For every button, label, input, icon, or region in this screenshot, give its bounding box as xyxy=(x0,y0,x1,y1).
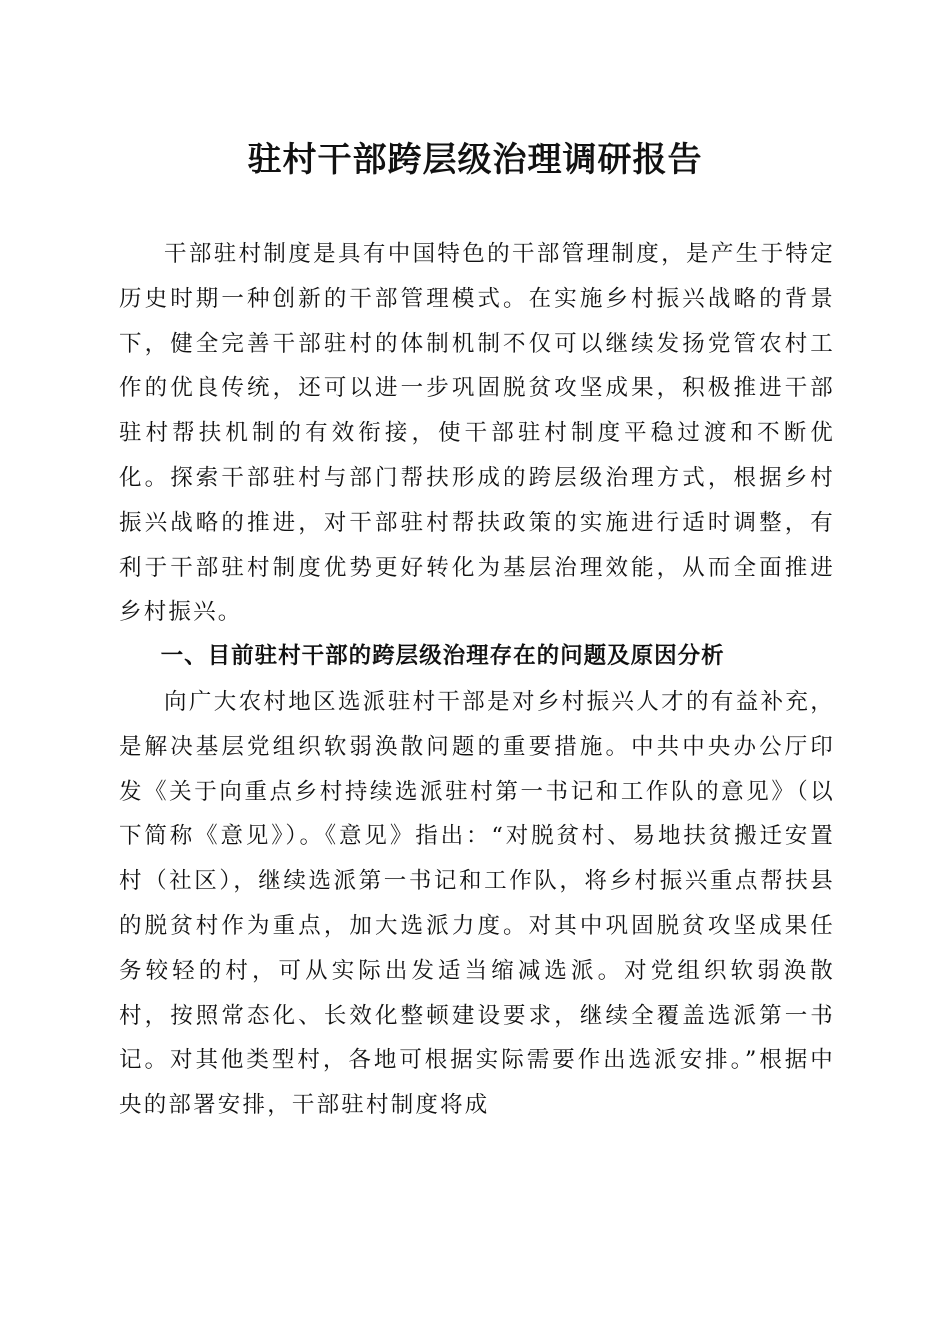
intro-paragraph: 干部驻村制度是具有中国特色的干部管理制度，是产生于特定历史时期一种创新的干部管理模式。在实施乡村振兴战略的背景下，健全完善干部驻村的体制机制不仅可以继续发扬党管农村工作的优良传统，还可以进一步巩固脱贫攻坚成果，积极推进干部驻村帮扶机制的有效衔接，使干部驻村制度平稳过渡和不断优化。探索干部驻村与部门帮扶形成的跨层级治理方式，根据乡村振兴战略的推进，对干部驻村帮扶政策的实施进行适时调整，有利于干部驻村制度优势更好转化为基层治理效能，从而全面推进乡村振兴。 xyxy=(119,241,835,626)
document-title: 驻村干部跨层级治理调研报告 xyxy=(247,140,703,180)
section-1-paragraph: 向广大农村地区选派驻村干部是对乡村振兴人才的有益补充，是解决基层党组织软弱涣散问题的重要措施。中共中央办公厅印发《关于向重点乡村持续选派驻村第一书记和工作队的意见》（以下简称《意见》）。《意见》指出：“对脱贫村、易地扶贫搬迁安置村（社区），继续选派第一书记和工作队，将乡村振兴重点帮扶县的脱贫村作为重点，加大选派力度。对其中巩固脱贫攻坚成果任务较轻的村，可从实际出发适当缩减选派。对党组织软弱涣散村，按照常态化、长效化整顿建设要求，继续全覆盖选派第一书记。对其他类型村，各地可根据实际需要作出选派安排。”根据中央的部署安排，干部驻村制度将成 xyxy=(119,689,835,1119)
section-heading-1: 一、目前驻村干部的跨层级治理存在的问题及原因分析 xyxy=(160,643,725,669)
